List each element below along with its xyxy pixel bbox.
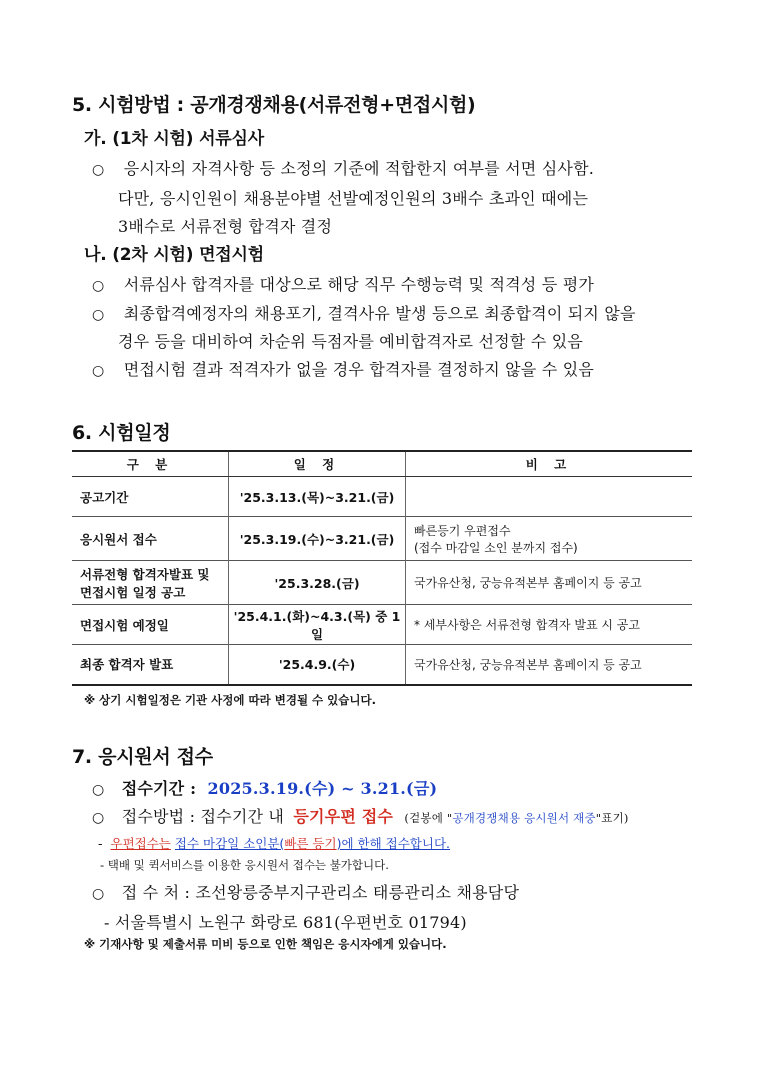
courier-note: - 택배 및 퀵서비스를 이용한 응시원서 접수는 불가합니다. bbox=[100, 858, 389, 872]
section5-title: 5. 시험방법 : 공개경쟁채용(서류전형+면접시험) bbox=[72, 94, 476, 116]
table-row: 서류전형 합격자발표 및 면접시험 일정 공고 '25.3.28.(금) 국가유산청, 궁능유적본부 홈페이지 등 공고 bbox=[72, 561, 692, 605]
section5-b-item-2-cont: 경우 등을 대비하여 차순위 득점자를 예비합격자로 선정할 수 있음 bbox=[118, 332, 584, 351]
postal-note: - 우편접수는 접수 마감일 소인분(빠른 등기)에 한해 접수합니다. bbox=[98, 836, 450, 851]
header-category: 구 분 bbox=[72, 451, 229, 477]
section5-a-item-1: ○ 응시자의 자격사항 등 소정의 기준에 적합한지 여부를 서면 심사함. bbox=[92, 159, 595, 178]
bullet-icon: ○ bbox=[92, 363, 105, 379]
bullet-icon: ○ bbox=[92, 307, 105, 323]
section5-b-item-2: ○ 최종합격예정자의 채용포기, 결격사유 발생 등으로 최종합격이 되지 않을 bbox=[92, 304, 636, 323]
schedule-footnote: ※ 상기 시험일정은 기관 사정에 따라 변경될 수 있습니다. bbox=[84, 693, 376, 707]
bullet-icon: ○ bbox=[92, 782, 105, 798]
section5-b-item-1: ○ 서류심사 합격자를 대상으로 해당 직무 수행능력 및 적격성 등 평가 bbox=[92, 275, 595, 294]
header-remarks: 비 고 bbox=[406, 451, 693, 477]
table-row: 공고기간 '25.3.13.(목)~3.21.(금) bbox=[72, 477, 692, 517]
table-row: 응시원서 접수 '25.3.19.(수)~3.21.(금) 빠른등기 우편접수 (접수 마감일 소인 분까지 접수) bbox=[72, 517, 692, 561]
section5-b-item-3: ○ 면접시험 결과 적격자가 없을 경우 합격자를 결정하지 않을 수 있음 bbox=[92, 360, 595, 379]
bullet-icon: ○ bbox=[92, 278, 105, 294]
section5-sub-b-title: 나. (2차 시험) 면접시험 bbox=[84, 245, 264, 265]
application-method: ○ 접수방법 : 접수기간 내 등기우편 접수 (겉봉에 "공개경쟁채용 응시원서 재중"표기) bbox=[92, 807, 629, 826]
section7-title: 7. 응시원서 접수 bbox=[72, 746, 213, 768]
table-row: 최종 합격자 발표 '25.4.9.(수) 국가유산청, 궁능유적본부 홈페이지 등 공고 bbox=[72, 645, 692, 685]
bullet-icon: ○ bbox=[92, 886, 105, 902]
responsibility-footnote: ※ 기재사항 및 제출서류 미비 등으로 인한 책임은 응시자에게 있습니다. bbox=[84, 937, 447, 951]
table-header-row bbox=[72, 451, 692, 477]
schedule-table bbox=[72, 450, 692, 686]
bullet-icon: ○ bbox=[92, 162, 105, 178]
application-place: ○ 접 수 처 : 조선왕릉중부지구관리소 태릉관리소 채용담당 bbox=[92, 883, 520, 902]
bullet-icon: ○ bbox=[92, 810, 105, 826]
header-schedule: 일 정 bbox=[229, 451, 406, 477]
section5-a-item-1-cont2: 3배수로 서류전형 합격자 결정 bbox=[118, 217, 333, 236]
application-period: ○ 접수기간 : 2025.3.19.(수) ~ 3.21.(금) bbox=[92, 779, 438, 798]
table-row: 면접시험 예정일 '25.4.1.(화)~4.3.(목) 중 1일 * 세부사항은 서류전형 합격자 발표 시 공고 bbox=[72, 605, 692, 645]
section5-a-item-1-cont: 다만, 응시인원이 채용분야별 선발예정인원의 3배수 초과인 때에는 bbox=[118, 189, 589, 208]
section5-sub-a-title: 가. (1차 시험) 서류심사 bbox=[84, 129, 264, 149]
application-address: - 서울특별시 노원구 화랑로 681(우편번호 01794) bbox=[104, 913, 467, 932]
section6-title: 6. 시험일정 bbox=[72, 422, 171, 444]
